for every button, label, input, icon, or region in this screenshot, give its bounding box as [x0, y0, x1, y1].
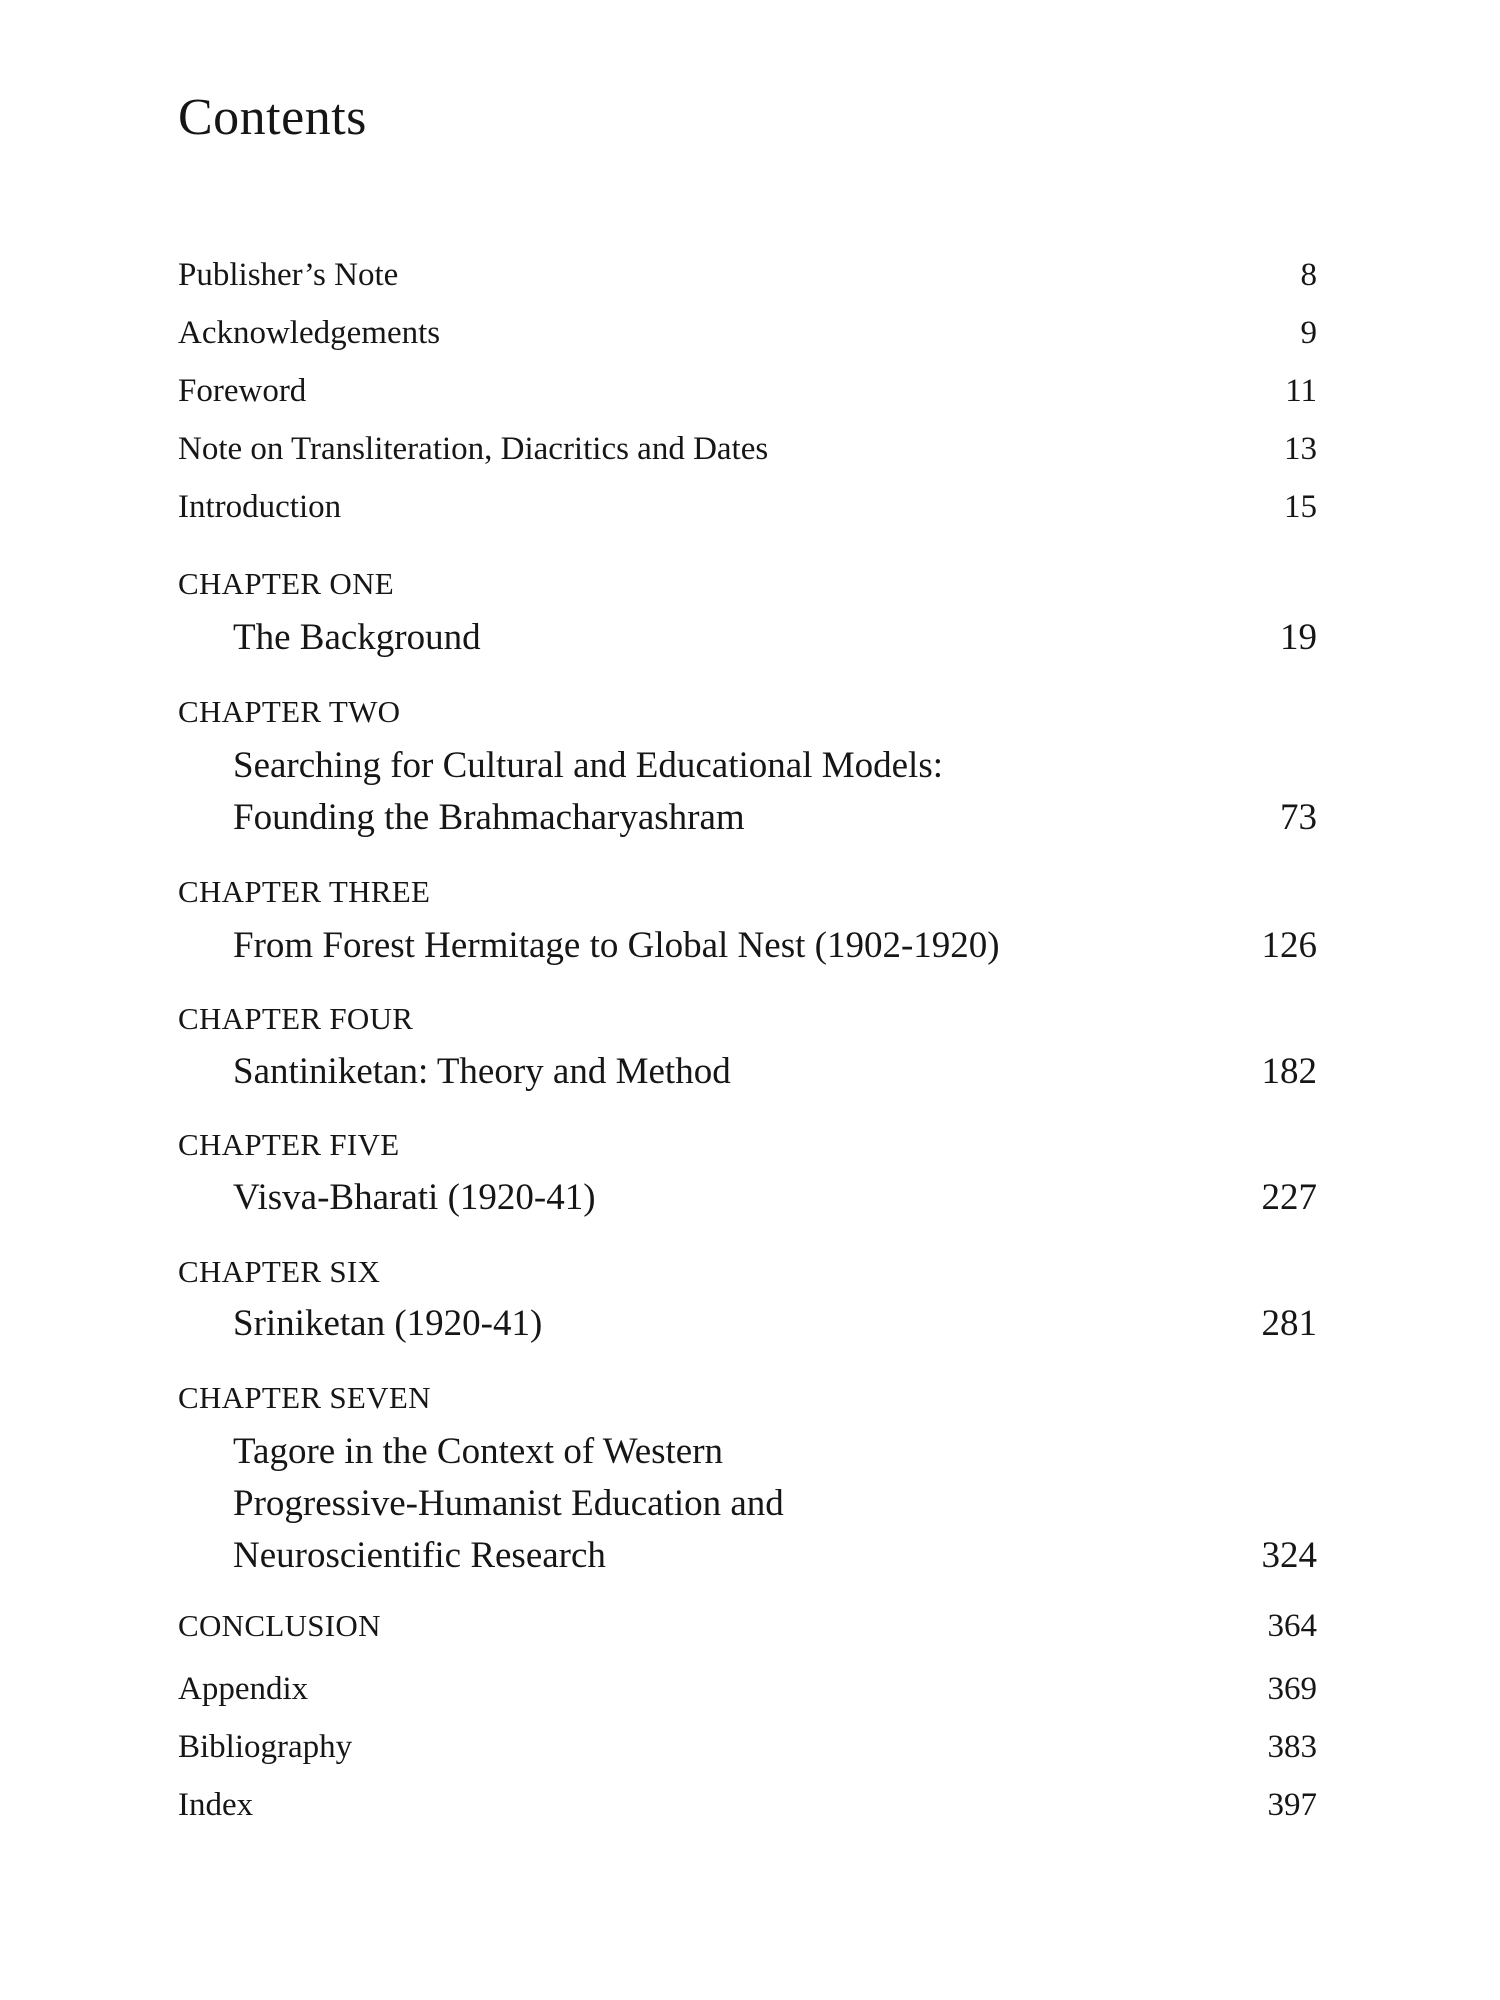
toc-entry-introduction	[178, 487, 1317, 527]
chapter-titles	[233, 1426, 784, 1582]
chapter-entry	[233, 740, 1317, 844]
toc-entry-index	[178, 1785, 1317, 1825]
toc-entry-label: Appendix	[178, 1671, 309, 1707]
chapter-entry	[233, 1426, 1317, 1582]
chapter-page: 227	[1261, 1177, 1317, 1218]
toc-entry-page: 364	[1267, 1608, 1317, 1644]
toc-entry-page: 13	[1284, 431, 1317, 467]
toc-entry-page: 11	[1285, 373, 1317, 409]
toc-entry-publishers-note	[178, 255, 1317, 295]
toc-entry-note-on-transliteration	[178, 429, 1317, 469]
chapter-heading: CHAPTER FOUR	[178, 1001, 414, 1036]
chapter-entry	[233, 1046, 1317, 1098]
toc-entry-conclusion	[178, 1606, 1317, 1646]
toc-entry-page: 383	[1267, 1729, 1317, 1765]
chapter-page: 19	[1280, 617, 1317, 658]
toc-entry-bibliography	[178, 1727, 1317, 1767]
chapter-entry	[233, 920, 1317, 972]
chapter-page: 324	[1261, 1535, 1317, 1576]
chapter-title-line: Progressive-Humanist Education and	[233, 1483, 784, 1524]
chapter-page: 182	[1261, 1051, 1317, 1092]
toc-entry-label: Index	[178, 1787, 254, 1823]
toc-entry-label: CONCLUSION	[178, 1608, 381, 1643]
toc-entry-page: 397	[1267, 1787, 1317, 1823]
toc-entry-label: Bibliography	[178, 1729, 353, 1765]
toc-entry-label: Publisher’s Note	[178, 257, 399, 293]
chapter-title-line: From Forest Hermitage to Global Nest (1902-1920)	[233, 925, 1000, 966]
page-title: Contents	[178, 89, 367, 146]
chapter-title-line: Neuroscientific Research	[233, 1535, 606, 1576]
toc-entry-acknowledgements	[178, 313, 1317, 353]
chapter-page: 126	[1261, 925, 1317, 966]
chapter-entry	[233, 1298, 1317, 1350]
toc-entry-page: 8	[1300, 257, 1317, 293]
chapter-heading: CHAPTER SEVEN	[178, 1380, 431, 1415]
chapter-heading: CHAPTER SIX	[178, 1254, 381, 1289]
chapter-titles	[233, 1298, 542, 1350]
chapter-titles	[233, 1172, 596, 1224]
chapter-entry	[233, 1172, 1317, 1224]
toc-entry-label: Introduction	[178, 489, 342, 525]
chapter-titles	[233, 920, 1000, 972]
chapter-titles	[233, 612, 481, 664]
toc-entry-page: 369	[1267, 1671, 1317, 1707]
chapter-heading: CHAPTER FIVE	[178, 1127, 400, 1162]
toc-entry-label: Acknowledgements	[178, 315, 441, 351]
chapter-page: 73	[1280, 797, 1317, 838]
toc-entry-foreword	[178, 371, 1317, 411]
chapter-title-line: Tagore in the Context of Western	[233, 1431, 724, 1472]
toc-entry-page: 9	[1300, 315, 1317, 351]
chapter-entry	[233, 612, 1317, 664]
chapter-titles	[233, 1046, 731, 1098]
toc-entry-page: 15	[1284, 489, 1317, 525]
chapter-title-line: The Background	[233, 617, 481, 658]
chapter-title-line: Founding the Brahmacharyashram	[233, 797, 745, 838]
toc-entry-label: Foreword	[178, 373, 307, 409]
chapter-title-line: Santiniketan: Theory and Method	[233, 1051, 731, 1092]
chapter-heading: CHAPTER ONE	[178, 566, 395, 601]
chapter-title-line: Sriniketan (1920-41)	[233, 1303, 543, 1344]
chapter-heading: CHAPTER THREE	[178, 874, 431, 909]
chapter-title-line: Visva-Bharati (1920-41)	[233, 1177, 596, 1218]
chapter-heading: CHAPTER TWO	[178, 694, 401, 729]
toc-entry-label: Note on Transliteration, Diacritics and Dates	[178, 431, 769, 467]
chapter-page: 281	[1261, 1303, 1317, 1344]
chapter-title-line: Searching for Cultural and Educational Models:	[233, 745, 944, 786]
toc-entry-appendix	[178, 1669, 1317, 1709]
chapter-titles	[233, 740, 943, 844]
